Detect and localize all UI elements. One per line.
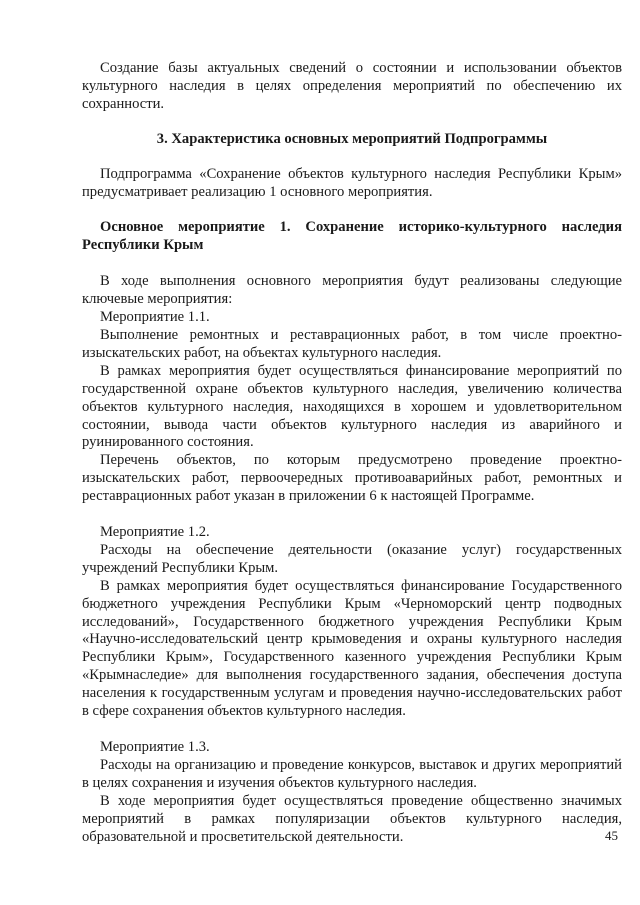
section-title: 3. Характеристика основных мероприятий Подпрограммы (156, 130, 548, 147)
activity-1-3-paragraph-2: В ходе мероприятия будет осуществляться проведение общественно значимых мероприятий в рамках популяризации объектов культурного наследия, образовательной и просветительской деятельности. (82, 792, 622, 845)
activity-1-1-paragraph-2: В рамках мероприятия будет осуществляться финансирование мероприятий по государственной охране объектов культурного наследия, увеличению количества объектов культурного наследия, находящихся в хорошем и удовлетворительном состоянии, вывода части объектов культурного наследия из аварийного и руинированного состояния. (82, 362, 622, 451)
activity-1-1-paragraph-3: Перечень объектов, по которым предусмотрено проведение проектно-изыскательских работ, первоочередных противоаварийных работ, ремонтных и реставрационных работ указан в приложении 6 к настоящей Программе. (82, 452, 622, 505)
activity-1-2-paragraph-2: В рамках мероприятия будет осуществляться финансирование Государственного бюджетного учреждения Республики Крым «Черноморский центр подводных исследований», Государственного бюджетного учреждения Республики Крым «Научно-исследовательский центр крымоведения и охраны культурного наследия Республики Крым», Государственного казенного учреждения Республики Крым «Крымнаследие» для выполнения государственного задания, обеспечения доступа населения к государственным услугам и проведения научно-исследовательских работ в сфере сохранения объектов культурного наследия. (82, 577, 622, 720)
page-number: 45 (605, 828, 618, 843)
intro-paragraph: Создание базы актуальных сведений о состоянии и использовании объектов культурного наследия в целях определения мероприятий по обеспечению их сохранности. (82, 60, 622, 112)
document-body (82, 60, 622, 846)
key-activities-intro: В ходе выполнения основного мероприятия будут реализованы следующие ключевые мероприятия: (82, 273, 622, 308)
activity-1-3-title: Мероприятие 1.3. (100, 739, 210, 755)
activity-1-3-paragraph-1: Расходы на организацию и проведение конкурсов, выставок и других мероприятий в целях сохранения и изучения объектов культурного наследия. (82, 756, 622, 791)
activity-1-2-paragraph-1: Расходы на обеспечение деятельности (оказание услуг) государственных учреждений Республики Крым. (82, 541, 622, 576)
activity-1-1-title: Мероприятие 1.1. (100, 309, 210, 326)
main-activity-title: Основное мероприятие 1. Сохранение историко-культурного наследия Республики Крым (82, 219, 622, 254)
section-paragraph: Подпрограмма «Сохранение объектов культурного наследия Республики Крым» предусматривает реализацию 1 основного мероприятия. (82, 165, 622, 200)
activity-1-1-paragraph-1: Выполнение ремонтных и реставрационных работ, в том числе проектно-изыскательских работ, на объектах культурного наследия. (82, 326, 622, 361)
activity-1-2-title: Мероприятие 1.2. (100, 524, 210, 541)
